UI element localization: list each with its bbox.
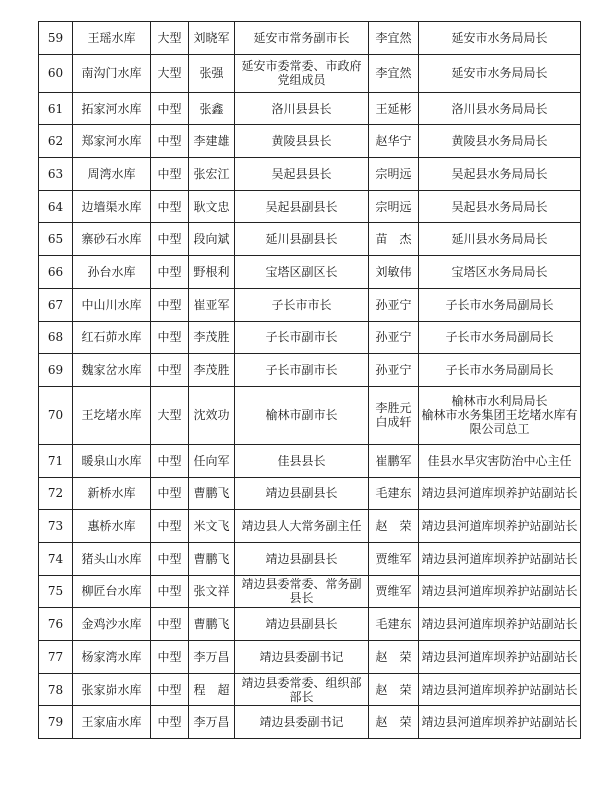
reservoir-name: 郑家河水库 [73,125,151,158]
responsible-official: 李万昌 [189,641,235,674]
contact-position: 靖边县河道库坝养护站副站长 [419,673,581,706]
responsible-official: 张文祥 [189,575,235,608]
responsible-official: 段向斌 [189,223,235,256]
reservoir-size: 中型 [151,673,189,706]
reservoir-name: 南沟门水库 [73,54,151,92]
technical-contact: 赵 荣 [369,706,419,739]
contact-position: 靖边县河道库坝养护站副站长 [419,575,581,608]
reservoir-size: 中型 [151,641,189,674]
reservoir-size: 中型 [151,158,189,191]
table-row [39,510,581,543]
official-position: 吴起县副县长 [235,190,369,223]
table-row [39,256,581,289]
responsible-official: 曹鹏飞 [189,542,235,575]
responsible-official: 曹鹏飞 [189,477,235,510]
technical-contact: 孙亚宁 [369,288,419,321]
contact-position: 佳县水旱灾害防治中心主任 [419,444,581,477]
reservoir-name: 惠桥水库 [73,510,151,543]
official-position: 延安市常务副市长 [235,22,369,55]
technical-contact: 毛建东 [369,608,419,641]
official-position: 靖边县副县长 [235,477,369,510]
reservoir-size: 中型 [151,321,189,354]
technical-contact: 刘敏伟 [369,256,419,289]
official-position: 靖边县委副书记 [235,706,369,739]
contact-position: 子长市水务局副局长 [419,288,581,321]
table-row [39,92,581,125]
reservoir-size: 中型 [151,256,189,289]
reservoir-size: 中型 [151,706,189,739]
reservoir-size: 大型 [151,54,189,92]
row-number: 60 [39,54,73,92]
row-number: 73 [39,510,73,543]
official-position: 佳县县长 [235,444,369,477]
responsible-official: 程 超 [189,673,235,706]
row-number: 77 [39,641,73,674]
reservoir-name: 杨家湾水库 [73,641,151,674]
table-row [39,608,581,641]
contact-position: 子长市水务局副局长 [419,321,581,354]
responsible-official: 刘晓军 [189,22,235,55]
official-position: 靖边县委常委、常务副县长 [235,575,369,608]
responsible-official: 耿文忠 [189,190,235,223]
reservoir-name: 柳匠台水库 [73,575,151,608]
reservoir-size: 中型 [151,190,189,223]
contact-position: 靖边县河道库坝养护站副站长 [419,608,581,641]
technical-contact: 贾维军 [369,542,419,575]
responsible-official: 李茂胜 [189,354,235,387]
contact-position: 洛川县水务局局长 [419,92,581,125]
responsible-official: 曹鹏飞 [189,608,235,641]
technical-contact: 孙亚宁 [369,321,419,354]
official-position: 靖边县委副书记 [235,641,369,674]
official-position: 子长市副市长 [235,354,369,387]
row-number: 78 [39,673,73,706]
row-number: 79 [39,706,73,739]
reservoir-size: 中型 [151,92,189,125]
row-number: 65 [39,223,73,256]
table-row [39,706,581,739]
reservoir-size: 中型 [151,125,189,158]
official-position: 延安市委常委、市政府党组成员 [235,54,369,92]
reservoir-name: 魏家岔水库 [73,354,151,387]
row-number: 72 [39,477,73,510]
official-position: 宝塔区副区长 [235,256,369,289]
technical-contact: 崔鹏军 [369,444,419,477]
technical-contact: 贾维军 [369,575,419,608]
contact-position: 延安市水务局局长 [419,22,581,55]
technical-contact: 毛建东 [369,477,419,510]
contact-position: 靖边县河道库坝养护站副站长 [419,542,581,575]
table-row [39,641,581,674]
responsible-official: 沈效功 [189,386,235,444]
technical-contact: 王延彬 [369,92,419,125]
contact-position: 靖边县河道库坝养护站副站长 [419,706,581,739]
reservoir-size: 大型 [151,386,189,444]
official-position: 靖边县副县长 [235,608,369,641]
row-number: 69 [39,354,73,387]
table-row [39,354,581,387]
reservoir-name: 边墙渠水库 [73,190,151,223]
contact-position: 靖边县河道库坝养护站副站长 [419,641,581,674]
row-number: 67 [39,288,73,321]
contact-position: 靖边县河道库坝养护站副站长 [419,510,581,543]
technical-contact: 赵 荣 [369,510,419,543]
contact-position: 黄陵县水务局局长 [419,125,581,158]
contact-position: 子长市水务局副局长 [419,354,581,387]
reservoir-name: 拓家河水库 [73,92,151,125]
responsible-official: 李茂胜 [189,321,235,354]
reservoir-name: 暖泉山水库 [73,444,151,477]
technical-contact: 赵 荣 [369,641,419,674]
row-number: 59 [39,22,73,55]
official-position: 靖边县副县长 [235,542,369,575]
row-number: 62 [39,125,73,158]
contact-position: 宝塔区水务局局长 [419,256,581,289]
table-row [39,125,581,158]
table-row [39,288,581,321]
responsible-official: 李建雄 [189,125,235,158]
table-row [39,54,581,92]
reservoir-name: 王圪堵水库 [73,386,151,444]
official-position: 黄陵县县长 [235,125,369,158]
reservoir-name: 王瑶水库 [73,22,151,55]
responsible-official: 张宏江 [189,158,235,191]
reservoir-responsibility-table [38,21,581,739]
reservoir-size: 中型 [151,223,189,256]
official-position: 吴起县县长 [235,158,369,191]
row-number: 61 [39,92,73,125]
technical-contact: 赵 荣 [369,673,419,706]
table-row [39,223,581,256]
contact-position: 吴起县水务局局长 [419,190,581,223]
contact-position: 吴起县水务局局长 [419,158,581,191]
reservoir-size: 中型 [151,510,189,543]
table-row [39,575,581,608]
technical-contact: 赵华宁 [369,125,419,158]
contact-position: 榆林市水利局局长 榆林市水务集团王圪堵水库有限公司总工 [419,386,581,444]
row-number: 63 [39,158,73,191]
official-position: 榆林市副市长 [235,386,369,444]
responsible-official: 野根利 [189,256,235,289]
official-position: 子长市市长 [235,288,369,321]
reservoir-name: 寨砂石水库 [73,223,151,256]
reservoir-name: 猪头山水库 [73,542,151,575]
official-position: 靖边县委常委、组织部部长 [235,673,369,706]
reservoir-name: 孙台水库 [73,256,151,289]
responsible-official: 任向军 [189,444,235,477]
technical-contact: 李胜元 白成轩 [369,386,419,444]
table-row [39,190,581,223]
reservoir-size: 中型 [151,477,189,510]
row-number: 71 [39,444,73,477]
responsible-official: 张鑫 [189,92,235,125]
contact-position: 延川县水务局局长 [419,223,581,256]
table-row [39,542,581,575]
reservoir-size: 中型 [151,608,189,641]
reservoir-size: 中型 [151,354,189,387]
technical-contact: 李宜然 [369,54,419,92]
technical-contact: 孙亚宁 [369,354,419,387]
reservoir-size: 中型 [151,542,189,575]
table-row [39,158,581,191]
reservoir-name: 张家峁水库 [73,673,151,706]
reservoir-name: 红石茆水库 [73,321,151,354]
reservoir-name: 周湾水库 [73,158,151,191]
table-body [39,22,581,739]
table-row [39,477,581,510]
technical-contact: 宗明远 [369,158,419,191]
row-number: 68 [39,321,73,354]
row-number: 75 [39,575,73,608]
reservoir-size: 大型 [151,22,189,55]
table-row [39,386,581,444]
contact-position: 靖边县河道库坝养护站副站长 [419,477,581,510]
reservoir-name: 新桥水库 [73,477,151,510]
technical-contact: 宗明远 [369,190,419,223]
official-position: 延川县副县长 [235,223,369,256]
reservoir-size: 中型 [151,575,189,608]
row-number: 64 [39,190,73,223]
row-number: 76 [39,608,73,641]
reservoir-size: 中型 [151,444,189,477]
technical-contact: 李宜然 [369,22,419,55]
reservoir-name: 金鸡沙水库 [73,608,151,641]
official-position: 洛川县县长 [235,92,369,125]
responsible-official: 米文飞 [189,510,235,543]
official-position: 靖边县人大常务副主任 [235,510,369,543]
table-row [39,673,581,706]
table-row [39,22,581,55]
row-number: 66 [39,256,73,289]
table-row [39,321,581,354]
responsible-official: 张强 [189,54,235,92]
responsible-official: 崔亚军 [189,288,235,321]
reservoir-size: 中型 [151,288,189,321]
row-number: 70 [39,386,73,444]
official-position: 子长市副市长 [235,321,369,354]
responsible-official: 李万昌 [189,706,235,739]
row-number: 74 [39,542,73,575]
reservoir-name: 王家庙水库 [73,706,151,739]
table-row [39,444,581,477]
technical-contact: 苗 杰 [369,223,419,256]
reservoir-name: 中山川水库 [73,288,151,321]
contact-position: 延安市水务局局长 [419,54,581,92]
